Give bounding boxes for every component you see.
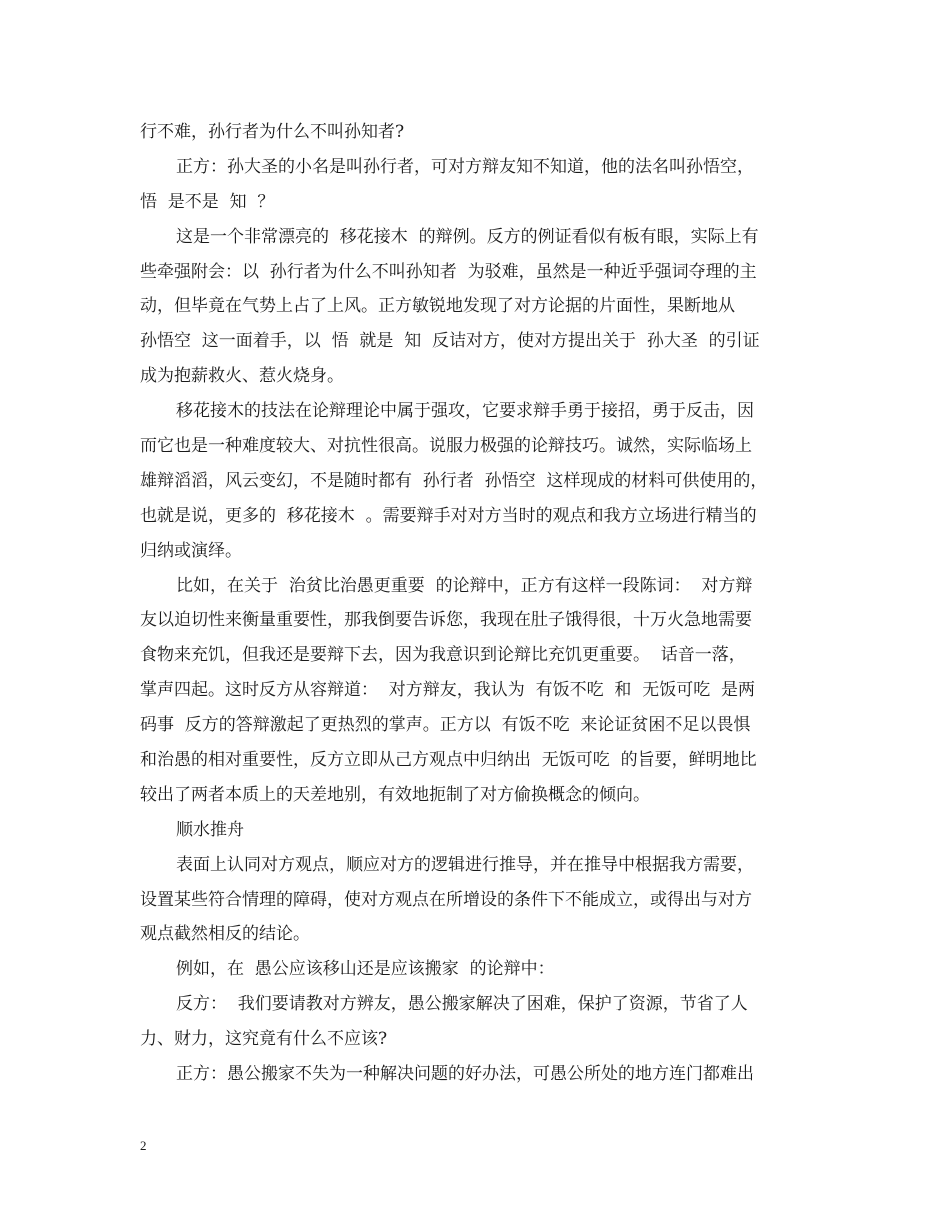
page-number: 2: [140, 1138, 147, 1153]
document-body: [140, 115, 820, 1092]
text-line: 食物来充饥，但我还是要辩下去，因为我意识到论辩比充饥更重要。 话音一落，: [140, 645, 746, 666]
text-line: 移花接木的技法在论辩理论中属于强攻，它要求辩手勇于接招，勇于反击，因: [176, 401, 754, 422]
text-line: 正方：愚公搬家不失为一种解决问题的好办法，可愚公所处的地方连门都难出: [176, 1064, 754, 1085]
text-line: 观点截然相反的结论。: [140, 924, 310, 945]
text-line: 也就是说，更多的 移花接木 。需要辩手对对方当时的观点和我方立场进行精当的: [140, 505, 757, 526]
text-line: 友以迫切性来衡量重要性，那我倒要告诉您，我现在肚子饿得很，十万火急地需要: [140, 610, 752, 631]
text-line: 悟 是不是 知 ？: [140, 191, 275, 212]
text-line: 而它也是一种难度较大、对抗性很高。说服力极强的论辩技巧。诚然，实际临场上: [140, 436, 752, 457]
text-line: 动，但毕竟在气势上占了上风。正方敏锐地发现了对方论据的片面性，果断地从: [140, 296, 735, 317]
text-line: 设置某些符合情理的障碍，使对方观点在所增设的条件下不能成立，或得出与对方: [140, 889, 752, 910]
text-line: 和治愚的相对重要性，反方立即从己方观点中归纳出 无饭可吃 的旨要，鲜明地比: [140, 750, 757, 771]
text-line: 归纳或演绎。: [140, 540, 242, 561]
text-line: 表面上认同对方观点，顺应对方的逻辑进行推导，并在推导中根据我方需要，: [176, 854, 754, 875]
text-line: 比如，在关于 治贫比治愚更重要 的论辩中，正方有这样一段陈词： 对方辩: [176, 575, 753, 596]
text-line: 行不难，孙行者为什么不叫孙知者?: [140, 122, 405, 142]
text-line: 力、财力，这究竟有什么不应该?: [140, 1029, 388, 1050]
text-line: 孙悟空 这一面着手，以 悟 就是 知 反诘对方，使对方提出关于 孙大圣 的引证: [140, 331, 760, 352]
text-line: 反方： 我们要请教对方辨友，愚公搬家解决了困难，保护了资源，节省了人: [176, 994, 748, 1015]
text-line: 较出了两者本质上的天差地别，有效地扼制了对方偷换概念的倾向。: [140, 784, 650, 805]
text-line: 这是一个非常漂亮的 移花接木 的辩例。反方的例证看似有板有眼，实际上有: [176, 226, 759, 247]
text-line: 例如，在 愚公应该移山还是应该搬家 的论辩中：: [176, 959, 555, 980]
text-line: 掌声四起。这时反方从容辩道： 对方辩友，我认为 有饭不吃 和 无饭可吃 是两: [140, 680, 756, 701]
text-line: 码事 反方的答辩激起了更热烈的掌声。正方以 有饭不吃 来论证贫困不足以畏惧: [140, 715, 751, 736]
text-line: 正方：孙大圣的小名是叫孙行者，可对方辩友知不知道，他的法名叫孙悟空，: [176, 156, 754, 177]
text-line: 些牵强附会：以 孙行者为什么不叫孙知者 为驳难，虽然是一种近乎强词夺理的主: [140, 261, 757, 282]
text-line: 雄辩滔滔，风云变幻，不是随时都有 孙行者 孙悟空 这样现成的材料可供使用的，: [140, 470, 768, 491]
text-line: 顺水推舟: [176, 819, 244, 840]
text-line: 成为抱薪救火、惹火烧身。: [140, 366, 344, 387]
